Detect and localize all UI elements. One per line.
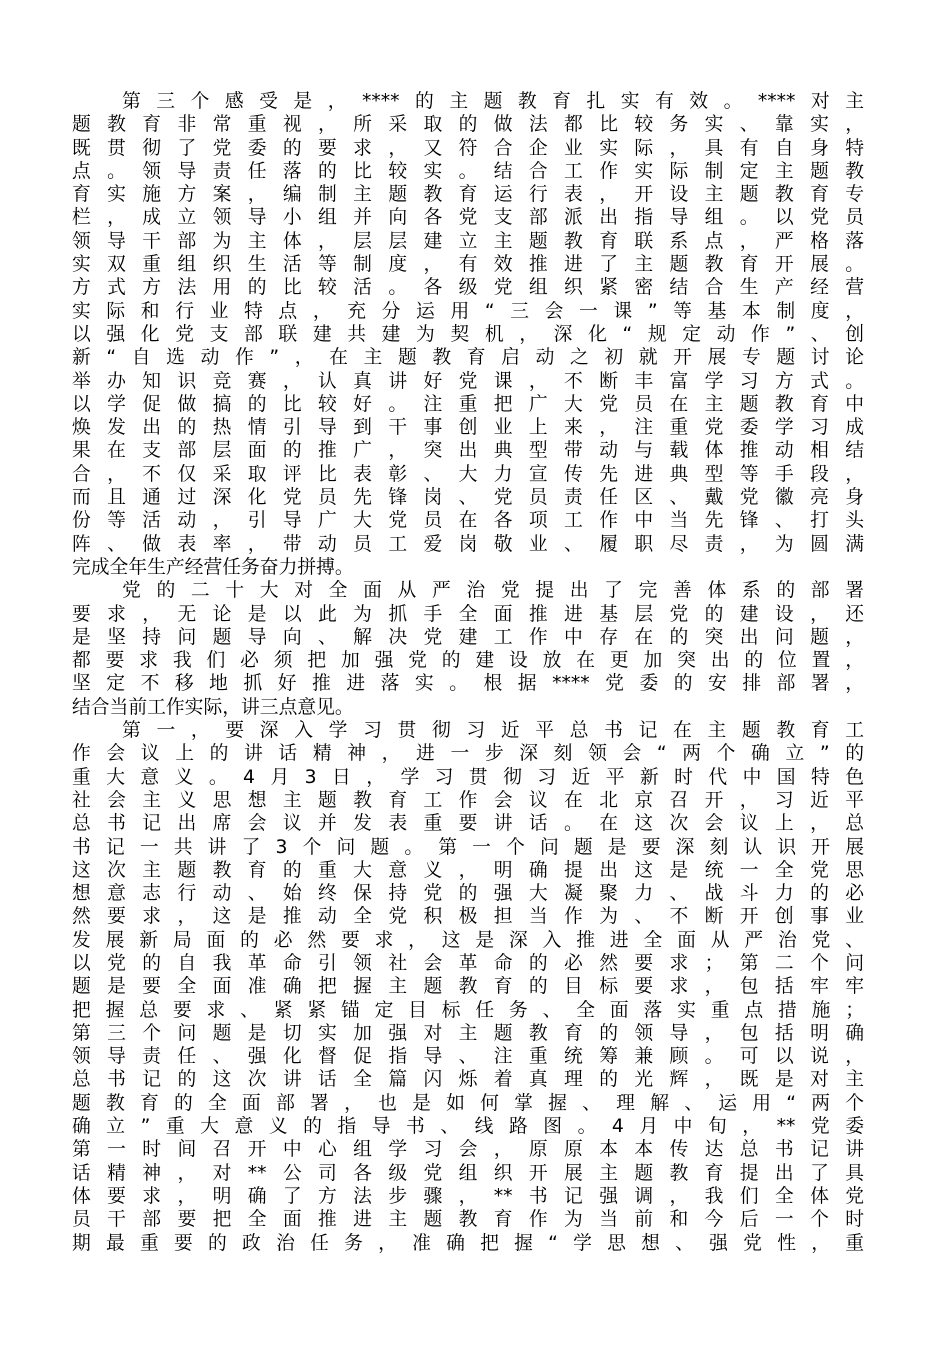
text-line: 社会主义思想主题教育工作会议在北京召开，习近平 (72, 789, 864, 811)
text-line: 是坚持问题导向、解决党建工作中存在的突出问题， (72, 626, 864, 648)
text-line: 举办知识竞赛，认真讲好党课，不断丰富学习方式。 (72, 370, 864, 392)
text-line: 书记一共讲了3个问题。第一个问题是要深刻认识开展 (72, 836, 864, 858)
text-line: 确立”重大意义的指导书、线路图。4月中旬，**党委 (72, 1116, 864, 1138)
document-page (72, 90, 864, 1255)
text-line: 员干部要把全面推进主题教育作为当前和今后一个时 (72, 1209, 864, 1231)
text-line: 阵、做表率，带动员工爱岗敬业、履职尽责，为圆满 (72, 533, 864, 555)
text-line: 育实施方案，编制主题教育运行表，开设主题教育专 (72, 184, 864, 206)
text-line: 领导干部为主体，层层建立主题教育联系点，严格落 (72, 230, 864, 252)
paragraph-2 (72, 579, 864, 719)
text-line: 体要求，明确了方法步骤，**书记强调，我们全体党 (72, 1185, 864, 1207)
text-line: 合，不仅采取评比表彰、大力宣传先进典型等手段， (72, 463, 864, 485)
text-line: 作会议上的讲话精神，进一步深刻领会“两个确立”的 (72, 743, 864, 765)
text-line: 既贯彻了党委的要求，又符合企业实际，具有自身特 (72, 137, 864, 159)
text-line: 实际和行业特点，充分运用“三会一课”等基本制度， (72, 300, 864, 322)
text-line: 把握总要求、紧紧锚定目标任务、全面落实重点措施； (72, 999, 864, 1021)
text-line: 而且通过深化党员先锋岗、党员责任区、戴党徽亮身 (72, 487, 864, 509)
text-line: 以学促做搞的比较好。注重把广大党员在主题教育中 (72, 393, 864, 415)
paragraph-1 (72, 90, 864, 579)
text-line: 题是要全面准确把握主题教育的目标要求，包括牢牢 (72, 976, 864, 998)
text-line: 总书记的这次讲话全篇闪烁着真理的光辉，既是对主 (72, 1069, 864, 1091)
text-line: 期最重要的政治任务，准确把握“学思想、强党性，重 (72, 1232, 864, 1254)
text-line: 这次主题教育的重大意义，明确提出这是统一全党思 (72, 859, 864, 881)
text-line: 都要求我们必须把加强党的建设放在更加突出的位置， (72, 650, 864, 672)
text-line: 第一时间召开中心组学习会，原原本本传达总书记讲 (72, 1139, 864, 1161)
text-line: 第一，要深入学习贯彻习近平总书记在主题教育工 (122, 720, 864, 742)
text-line: 坚定不移地抓好推进落实。根据****党委的安排部署， (72, 673, 864, 695)
text-line: 第三个感受是，****的主题教育扎实有效。****对主 (122, 91, 864, 112)
text-line: 果在支部层面的推广，突出典型带动与载体推动相结 (72, 440, 864, 462)
text-line: 份等活动，引导广大党员在各项工作中当先锋、打头 (72, 510, 864, 532)
text-line: 领导责任、强化督促指导、注重统筹兼顾。可以说， (72, 1046, 864, 1068)
text-line: 总书记出席会议并发表重要讲话。在这次会议上，总 (72, 813, 864, 835)
paragraph-3 (72, 719, 864, 1255)
text-line: 想意志行动、始终保持党的强大凝聚力、战斗力的必 (72, 883, 864, 905)
text-line: 发展新局面的必然要求，这是深入推进全面从严治党、 (72, 929, 864, 951)
text-line: 焕发出的热情引导到干事创业上来，注重党委学习成 (72, 417, 864, 439)
text-line: 点。领导责任落的比较实。结合工作实际制定主题教 (72, 160, 864, 182)
text-line: 题教育非常重视，所采取的做法都比较务实、靠实， (72, 114, 864, 136)
text-line: 栏，成立领导小组并向各党支部派出指导组。以党员 (72, 207, 864, 229)
text-line: 实双重组织生活等制度，有效推进了主题教育开展。 (72, 254, 864, 276)
text-line: 党的二十大对全面从严治党提出了完善体系的部署 (122, 580, 864, 602)
text-line: 以强化党支部联建共建为契机，深化“规定动作”、创 (72, 323, 864, 345)
text-line: 重大意义。4月3日，学习贯彻习近平新时代中国特色 (72, 766, 864, 788)
text-line: 要求，无论是以此为抓手全面推进基层党的建设，还 (72, 603, 864, 625)
text-line: 结合当前工作实际，讲三点意见。 (72, 696, 354, 718)
text-line: 然要求，这是推动全党积极担当作为、不断开创事业 (72, 906, 864, 928)
text-line: 方式方法用的比较活。各级党组织紧密结合生产经营 (72, 277, 864, 299)
text-line: 新“自选动作”，在主题教育启动之初就开展专题讨论 (72, 347, 864, 369)
text-line: 以党的自我革命引领社会革命的必然要求；第二个问 (72, 952, 864, 974)
text-line: 第三个问题是切实加强对主题教育的领导，包括明确 (72, 1022, 864, 1044)
text-line: 题教育的全面部署，也是如何掌握、理解、运用“两个 (72, 1092, 864, 1114)
text-line: 话精神，对**公司各级党组织开展主题教育提出了具 (72, 1162, 864, 1184)
text-line: 完成全年生产经营任务奋力拼搏。 (72, 556, 354, 578)
